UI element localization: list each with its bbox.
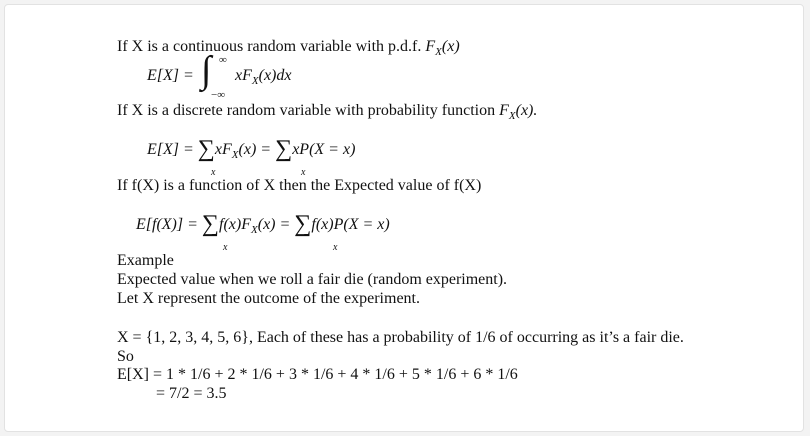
example-description: Expected value when we roll a fair die (random experiment).	[117, 271, 508, 288]
pdf-symbol: $F_X(x)$	[425, 38, 460, 58]
continuous-intro-line	[117, 38, 460, 61]
sum-index: x	[333, 242, 338, 253]
example-variable-definition: Let X represent the outcome of the experiment.	[117, 290, 420, 307]
expectation-result: = 7/2 = 3.5	[156, 385, 227, 402]
integral-sign: ∫	[201, 49, 212, 91]
sample-space-line: X = {1, 2, 3, 4, 5, 6}, Each of these has a probability of 1/6 of occurring as it’s a fair die.	[117, 329, 684, 346]
sum-index: x	[301, 167, 306, 178]
so-line: So	[117, 348, 134, 365]
integral-lhs: E[X] =	[147, 67, 194, 84]
sum-sign: ∑	[294, 211, 312, 237]
integrand: $xF_X(x)dx$	[235, 67, 292, 87]
sum-sign: ∑	[197, 136, 215, 162]
function-intro-line: If f(X) is a function of X then the Expected value of f(X)	[117, 177, 482, 194]
prob-function-symbol: $F_X(x)$.	[499, 102, 538, 122]
example-heading: Example	[117, 252, 174, 269]
sum-sign: ∑	[201, 211, 220, 237]
sum-index: x	[211, 167, 216, 178]
discrete-intro-text: If X is a discrete random variable with probability function	[117, 102, 500, 119]
function-sum-formula: $E[f(X)] = \sum f(x)F_X(x) = \sum f(x)P(X = x)$	[136, 211, 390, 237]
continuous-intro-text: If X is a continuous random variable with p.d.f.	[117, 38, 426, 55]
discrete-sum-formula: $E[X] = \sum xF_X(x) = \sum xP(X = x)$	[147, 136, 356, 162]
sum-index: x	[223, 242, 228, 253]
sum-sign: ∑	[275, 136, 293, 162]
discrete-intro-line	[117, 102, 537, 125]
integral-upper-limit: ∞	[219, 54, 227, 66]
integral-lower-limit: −∞	[211, 89, 226, 101]
expectation-calculation: E[X] = 1 * 1/6 + 2 * 1/6 + 3 * 1/6 + 4 * 1/6 + 5 * 1/6 + 6 * 1/6	[117, 366, 518, 383]
document-page	[4, 4, 804, 432]
